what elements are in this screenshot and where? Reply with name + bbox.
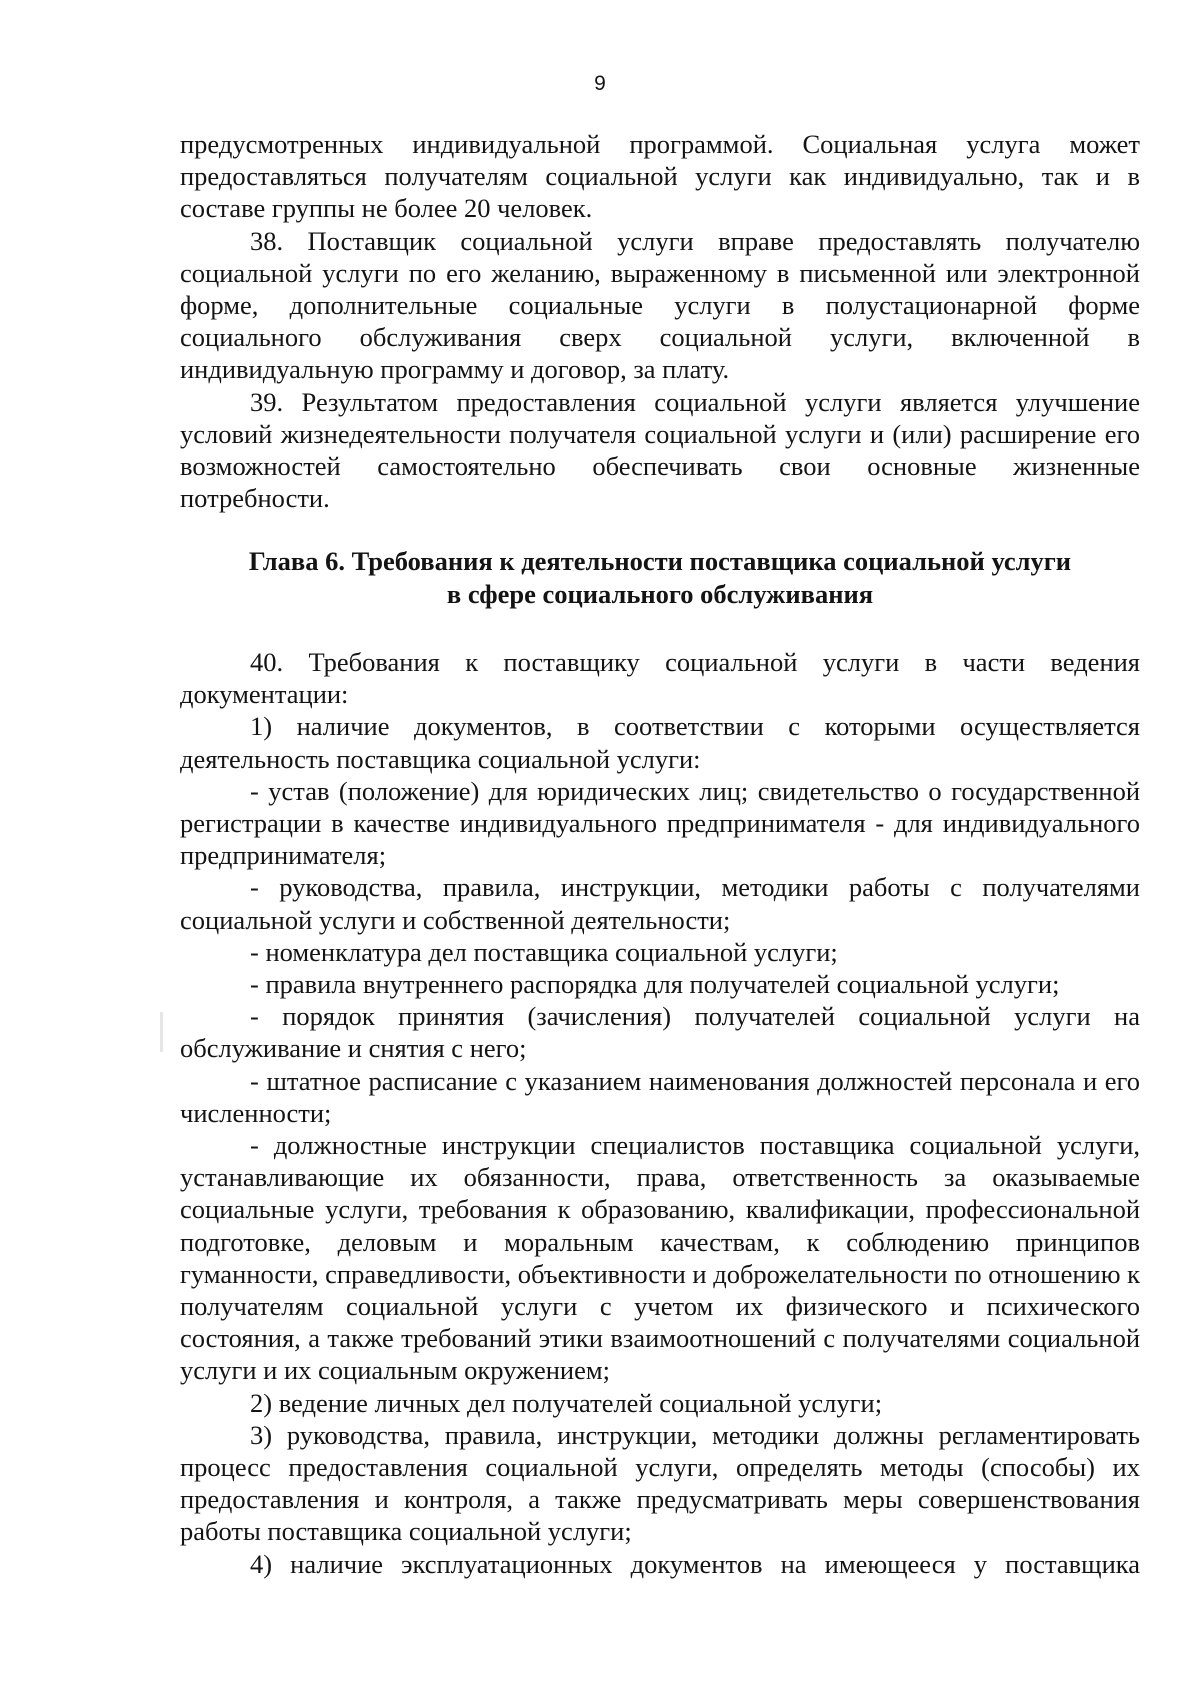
paragraph-38: 38. Поставщик социальной услуги вправе предоставлять получателю социальной услуги по его желанию, выраженному в письменной или электронной форме, дополнительные социальные услуги в полустационарной форме социального обслуживания сверх социальной услуги, включенной в индивидуальную программу и договор, за плату. bbox=[180, 225, 1140, 385]
chapter-heading-line-1: Глава 6. Требования к деятельности поставщика социальной услуги bbox=[248, 546, 1072, 576]
list-item-2: 2) ведение личных дел получателей социальной услуги; bbox=[250, 1387, 883, 1418]
chapter-heading bbox=[180, 545, 1140, 611]
dash-item-admission-order: - порядок принятия (зачисления) получателей социальной услуги на обслуживание и снятия с него; bbox=[180, 1001, 1140, 1064]
body-section-b bbox=[180, 646, 1140, 1580]
scan-artifact-mark bbox=[160, 1012, 163, 1052]
list-item-4: 4) наличие эксплуатационных документов на имеющееся у поставщика bbox=[250, 1548, 1140, 1579]
list-item-3: 3) руководства, правила, инструкции, методики должны регламентировать процесс предоставления социальной услуги, определять методы (способы) их предоставления и контроля, а также предусматривать меры совершенствования работы поставщика социальной услуги; bbox=[180, 1419, 1140, 1547]
dash-item-internal-rules: - правила внутреннего распорядка для получателей социальной услуги; bbox=[250, 969, 1060, 1000]
dash-item-charter: - устав (положение) для юридических лиц; свидетельство о государственной регистрации в качестве индивидуального предпринимателя - для индивидуального предпринимателя; bbox=[180, 775, 1140, 871]
dash-item-staff-schedule: - штатное расписание с указанием наименования должностей персонала и его численности; bbox=[180, 1065, 1140, 1128]
paragraph-39: 39. Результатом предоставления социальной услуги является улучшение условий жизнедеятельности получателя социальной услуги и (или) расширение его возможностей самостоятельно обеспечивать свои основные жизненные потребности. bbox=[180, 386, 1140, 514]
body-section-a bbox=[180, 128, 1140, 514]
dash-item-nomenclature: - номенклатура дел поставщика социальной услуги; bbox=[250, 936, 838, 967]
dash-item-manuals: - руководства, правила, инструкции, методики работы с получателями социальной услуги и собственной деятельности; bbox=[180, 872, 1140, 935]
chapter-heading-line-2: в сфере социального обслуживания bbox=[446, 579, 874, 609]
dash-item-job-descriptions: - должностные инструкции специалистов поставщика социальной услуги, устанавливающие их обязанности, права, ответственность за оказываемые социальные услуги, требования к образованию, квалификации, профессиональной подготовке, деловым и моральным качествам, к соблюдению принципов гуманности, справедливости, объективности и доброжелательности по отношению к получателям социальной услуги с учетом их физического и психического состояния, а также требований этики взаимоотношений с получателями социальной услуги и их социальным окружением; bbox=[180, 1130, 1140, 1386]
list-item-1: 1) наличие документов, в соответствии с которыми осуществляется деятельность поставщика социальной услуги: bbox=[180, 711, 1140, 774]
paragraph-40: 40. Требования к поставщику социальной услуги в части ведения документации: bbox=[180, 647, 1140, 710]
paragraph-continuation: предусмотренных индивидуальной программой. Социальная услуга может предоставляться получателям социальной услуги как индивидуально, так и в составе группы не более 20 человек. bbox=[180, 129, 1140, 224]
page-number: 9 bbox=[594, 72, 606, 95]
